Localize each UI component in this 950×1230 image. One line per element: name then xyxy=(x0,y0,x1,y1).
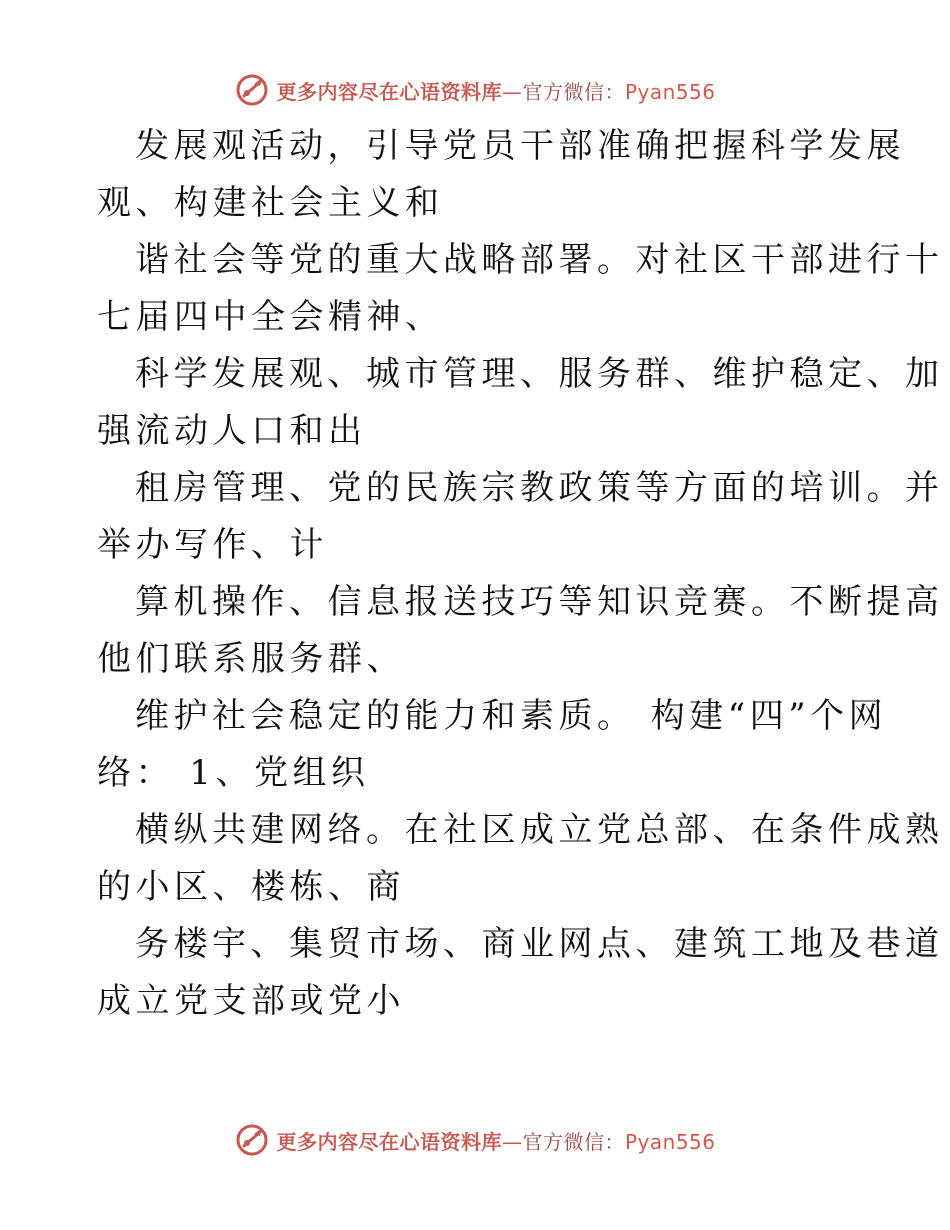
text-line: 强流动人口和出 xyxy=(97,411,367,451)
text-line: 科学发展观、城市管理、服务群、维护稳定、加 xyxy=(135,354,944,394)
text-line: 七届四中全会精神、 xyxy=(97,297,444,337)
banner-wechat-id: Pyan556 xyxy=(624,1129,716,1154)
banner-main-text: 更多内容尽在心语资料库 xyxy=(276,1129,502,1154)
header-banner xyxy=(0,70,950,110)
banner-dash: — xyxy=(501,79,523,104)
text-line: 租房管理、党的民族宗教政策等方面的培训。并 xyxy=(135,468,944,508)
text-line: 他们联系服务群、 xyxy=(97,639,405,679)
text-line: 发展观活动，引导党员干部准确把握科学发展 xyxy=(135,126,905,166)
banner-text xyxy=(276,76,715,105)
text-line: 横纵共建网络。在社区成立党总部、在条件成熟 xyxy=(135,810,944,850)
text-line: 络： 1、党组织 xyxy=(97,753,370,793)
footer-banner xyxy=(0,1120,950,1160)
text-line: 算机操作、信息报送技巧等知识竞赛。不断提高 xyxy=(135,582,944,622)
text-line: 观、构建社会主义和 xyxy=(97,183,444,223)
text-line: 务楼宇、集贸市场、商业网点、建筑工地及巷道 xyxy=(135,924,944,964)
banner-text xyxy=(276,1126,715,1155)
banner-wechat-id: Pyan556 xyxy=(624,79,716,104)
banner-main-text: 更多内容尽在心语资料库 xyxy=(276,79,502,104)
text-line: 的小区、楼栋、商 xyxy=(97,867,405,907)
text-line: 谐社会等党的重大战略部署。对社区干部进行十 xyxy=(135,240,944,280)
text-line: 举办写作、计 xyxy=(97,525,328,565)
banner-wechat-label: 官方微信： xyxy=(522,79,625,104)
brand-logo-icon xyxy=(234,1122,270,1158)
document-body xyxy=(97,118,944,1030)
banner-wechat-label: 官方微信： xyxy=(522,1129,625,1154)
banner-dash: — xyxy=(501,1129,523,1154)
text-line: 维护社会稳定的能力和素质。 构建“四”个网 xyxy=(135,696,888,736)
brand-logo-icon xyxy=(234,72,270,108)
text-line: 成立党支部或党小 xyxy=(97,981,405,1021)
